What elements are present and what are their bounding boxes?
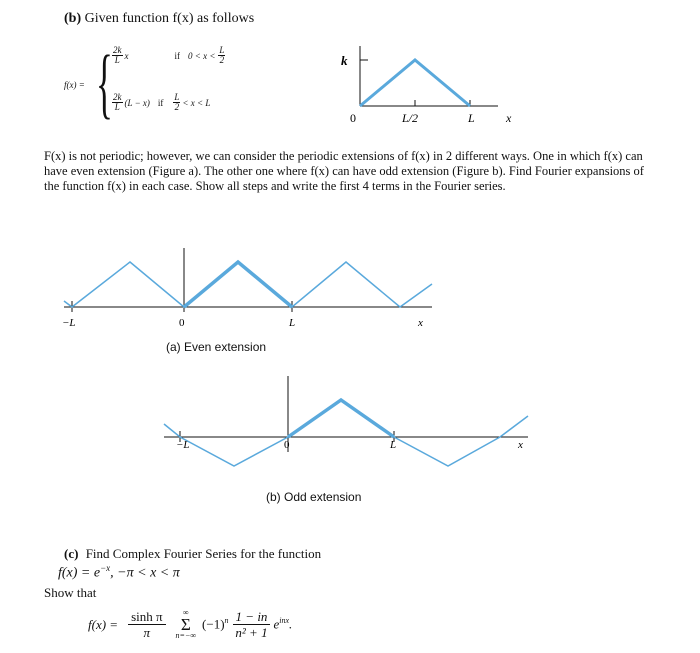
- case2-if: if: [157, 97, 164, 108]
- triangle-graph: [330, 38, 530, 128]
- fig-b-negL-label: −L: [176, 439, 190, 451]
- figure-a-caption: (a) Even extension: [166, 340, 267, 354]
- equals-sign: =: [78, 80, 85, 90]
- figure-a-even-extension: [60, 244, 460, 334]
- case1-var: x: [124, 50, 129, 61]
- figure-b-caption: (b) Odd extension: [266, 490, 362, 504]
- fig-a-x-label: x: [418, 317, 423, 329]
- graph-x-label: x: [506, 111, 512, 125]
- piecewise-brace: {: [96, 39, 113, 126]
- part-b-heading: [64, 11, 254, 27]
- graph-triangle-line: [360, 60, 470, 106]
- part-c-heading: [64, 546, 321, 562]
- fig-b-x-label: x: [518, 439, 523, 451]
- case2-fraction: $\frac{2k}{L}$: [113, 92, 122, 112]
- graph-L-label: L: [468, 111, 475, 125]
- part-c-func-domain: , −π < x < π: [110, 565, 180, 581]
- case1-if: if: [174, 50, 180, 61]
- case1-cond-fraction: $\frac{L}{2}$: [219, 45, 225, 65]
- summation: ∞ Σ n=−∞: [175, 608, 197, 640]
- fig-a-zero-label: 0: [179, 317, 185, 329]
- fig-b-zero-label: 0: [284, 439, 290, 451]
- part-c-label: (c): [64, 546, 79, 561]
- exp-term: $e^{inx}$.: [273, 616, 293, 632]
- part-c-func-base: f(x) = e: [58, 565, 101, 581]
- piecewise-case-1: [112, 46, 225, 65]
- fig-a-L-label: L: [289, 317, 296, 329]
- main-fraction: $\frac{1 - in}{\text{n² + 1}}$: [233, 610, 271, 639]
- case1-cond: 0 < x <: [188, 50, 216, 61]
- figure-b-odd-extension: [160, 372, 540, 482]
- fig-a-negL-label: −L: [62, 317, 76, 329]
- piecewise-case-2: [112, 93, 210, 112]
- case2-cond: < x < L: [182, 97, 211, 108]
- graph-mid-label: L/2: [402, 111, 419, 125]
- case2-cond-fraction: $\frac{L}{2}$: [174, 92, 180, 112]
- graph-origin-label: 0: [350, 111, 356, 125]
- piecewise-fx-label: [64, 80, 85, 90]
- formula-lhs: f(x) =: [88, 616, 119, 632]
- part-c-func-exp: −x: [100, 563, 111, 573]
- part-c-heading-text: Find Complex Fourier Series for the function: [85, 546, 322, 561]
- part-b-label: (b): [64, 11, 82, 26]
- show-that-text: Show that: [44, 585, 97, 600]
- part-b-paragraph: F(x) is not periodic; however, we can consider the periodic extensions of f(x) in 2 different ways. One in which f(x) can have even extension (Figure a). The other one where f(x) can have odd extension (Figure b). Find Fourier expansions of the function f(x) in each case. Show all steps and write the first 4 terms in the Fourier series.: [44, 149, 644, 193]
- sinh-fraction: $\frac{\text{sinh π}}{\pi}$: [128, 610, 165, 639]
- fx-text: f(x): [64, 80, 77, 90]
- sigma-symbol: Σ: [180, 615, 191, 634]
- fig-b-base-thick: [288, 400, 394, 437]
- neg-one-power: $(-1)^n$: [202, 616, 229, 632]
- part-c-function: [58, 563, 180, 582]
- graph-k-label: k: [341, 53, 348, 68]
- part-b-heading-text: Given function f(x) as follows: [84, 11, 255, 26]
- fig-b-L-label: L: [390, 439, 397, 451]
- fourier-formula: [88, 609, 292, 640]
- fig-b-periodic-thin: [164, 400, 528, 466]
- case2-expr: (L − x): [124, 97, 150, 108]
- case1-fraction: $\frac{2k}{L}$: [113, 45, 122, 65]
- fig-a-base-thick: [184, 262, 292, 307]
